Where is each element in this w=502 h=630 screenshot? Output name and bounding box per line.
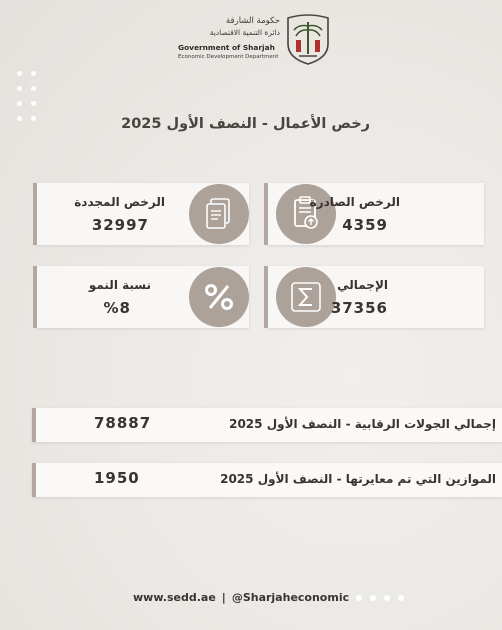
row-label: الموازين التي تم معايرتها - النصف الأول 2025 <box>220 472 496 486</box>
card-growth-rate <box>37 266 249 328</box>
card-renewed-licenses <box>37 183 249 245</box>
card-value: 32997 <box>91 216 149 234</box>
card-issued-licenses <box>268 183 484 245</box>
page-title: رخص الأعمال - النصف الأول 2025 <box>121 116 370 132</box>
summary-row-calibrated-scales <box>32 463 502 497</box>
logo-english-line2: Economic Development Department <box>178 54 279 60</box>
website-link[interactable]: www.sedd.ae <box>133 591 216 604</box>
footer <box>133 591 349 604</box>
logo-english-line1: Government of Sharjah <box>178 43 275 52</box>
decorative-dots <box>17 71 39 123</box>
card-total <box>268 266 484 328</box>
sigma-icon <box>276 267 336 327</box>
card-label: الإجمالي <box>337 278 388 292</box>
percent-icon <box>189 267 249 327</box>
summary-row-inspections <box>32 408 502 442</box>
card-label: الرخص الصادرة <box>309 195 400 209</box>
card-value: 37356 <box>330 299 388 317</box>
social-handle-link[interactable]: @Sharjaheconomic <box>231 591 350 604</box>
row-label: إجمالي الجولات الرقابية - النصف الأول 2025 <box>229 417 496 431</box>
row-value: 1950 <box>94 469 140 487</box>
renew-document-icon <box>189 184 249 244</box>
card-label: الرخص المجددة <box>74 195 165 209</box>
sharjah-emblem-icon <box>285 14 331 66</box>
card-label: نسبة النمو <box>88 278 151 292</box>
logo-arabic-line1: حكومة الشارقة <box>225 16 280 26</box>
header-logo <box>178 14 332 68</box>
row-value: 78887 <box>94 414 152 432</box>
card-value: %8 <box>103 299 131 317</box>
footer-separator: | <box>221 591 226 604</box>
card-value: 4359 <box>342 216 388 234</box>
document-icon <box>276 184 336 244</box>
logo-arabic-line2: دائرة التنمية الاقتصادية <box>209 28 280 37</box>
